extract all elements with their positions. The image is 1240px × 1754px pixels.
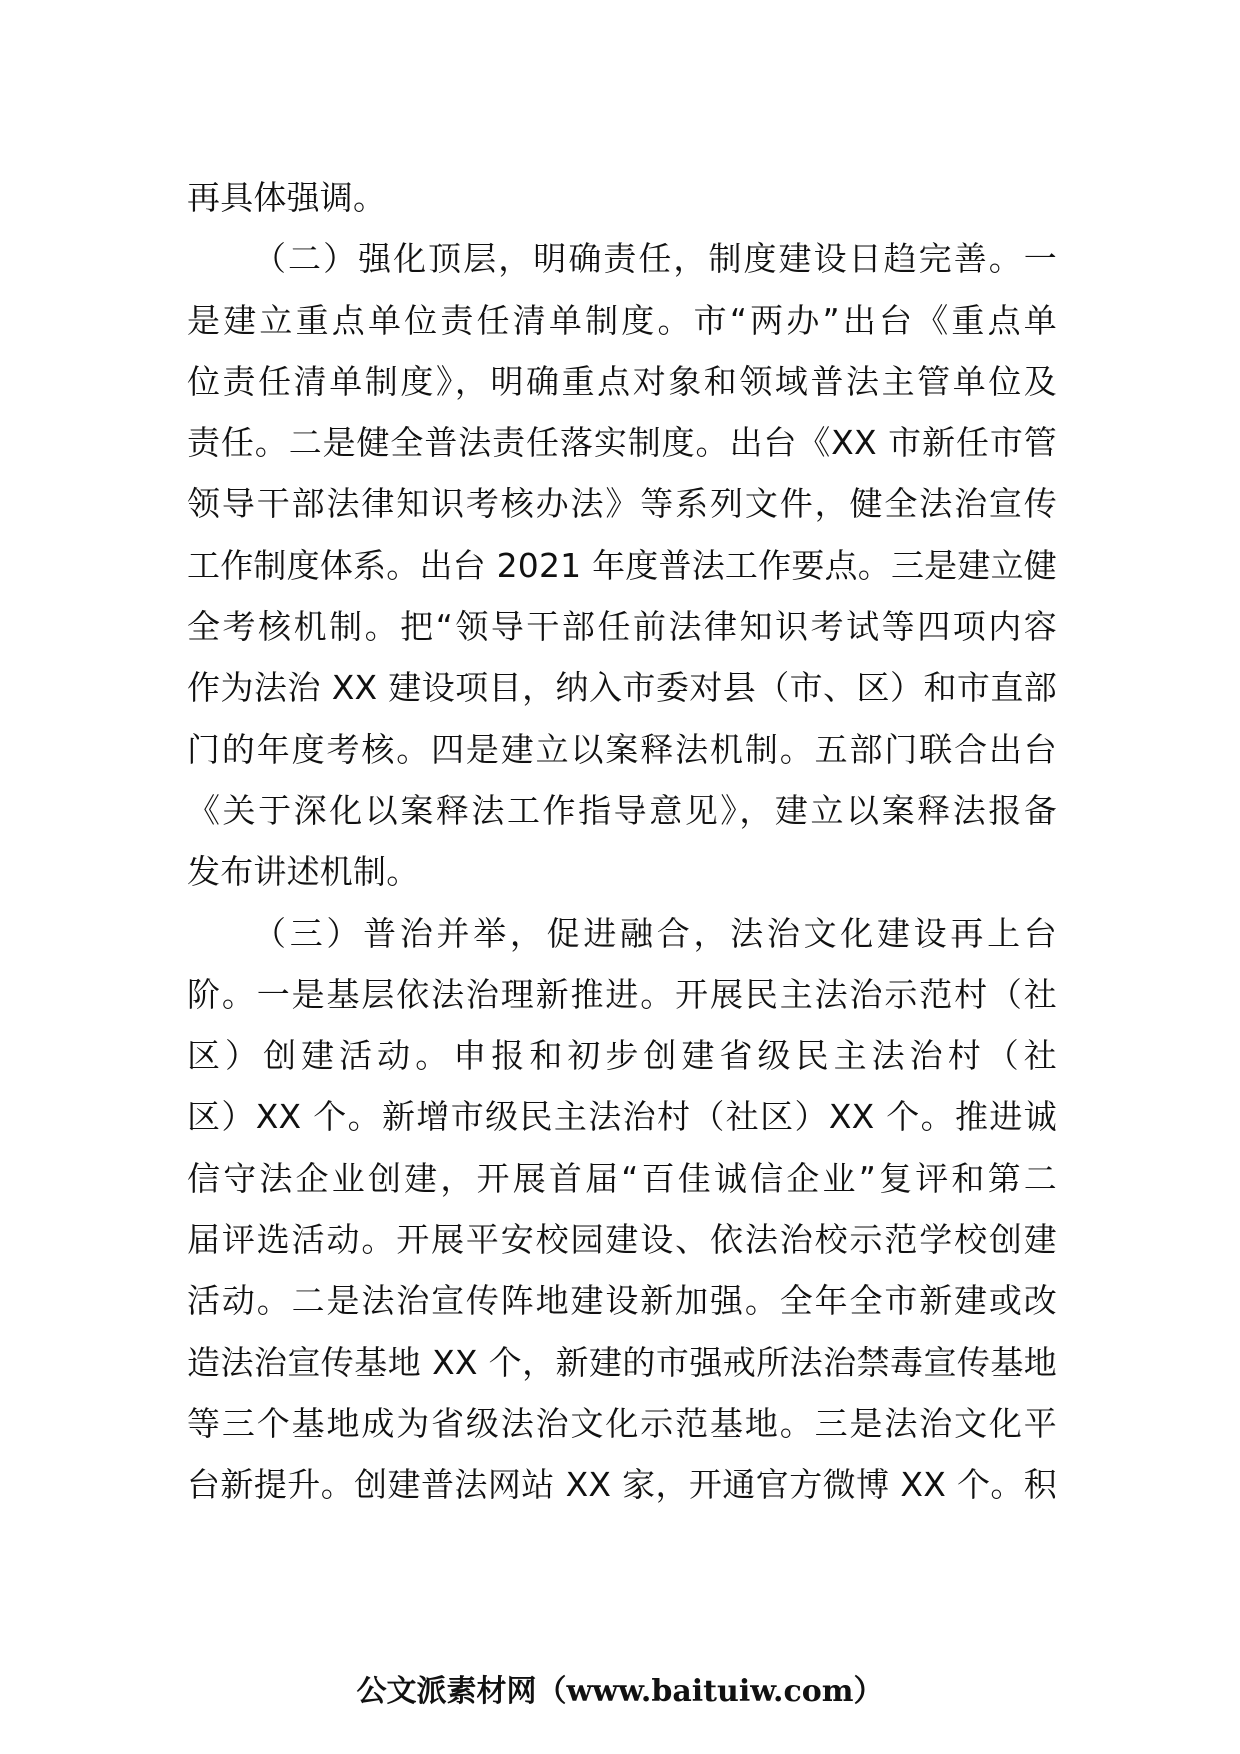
- text-line: 是建立重点单位责任清单制度。市“两办”出台《重点单: [187, 300, 1057, 340]
- text-line: 作为法治 XX 建设项目，纳入市委对县（市、区）和市直部: [187, 668, 1057, 708]
- text-line: 区）XX 个。新增市级民主法治村（社区）XX 个。推进诚: [187, 1097, 1057, 1137]
- text-line: 全考核机制。把“领导干部任前法律知识考试等四项内容: [187, 607, 1057, 647]
- text-line: 等三个基地成为省级法治文化示范基地。三是法治文化平: [187, 1403, 1057, 1443]
- text-line: 台新提升。创建普法网站 XX 家，开通官方微博 XX 个。积: [187, 1465, 1057, 1505]
- footer-watermark-text: 公文派素材网（www.baituiw.com）: [356, 1674, 884, 1709]
- paragraph-heading-line: （三）普治并举，促进融合，法治文化建设再上台: [253, 913, 1057, 953]
- text-line: 位责任清单制度》，明确重点对象和领域普法主管单位及: [187, 361, 1057, 401]
- text-line: 届评选活动。开展平安校园建设、依法治校示范学校创建: [187, 1220, 1057, 1260]
- text-line: 门的年度考核。四是建立以案释法机制。五部门联合出台: [187, 729, 1057, 769]
- text-line: 发布讲述机制。: [187, 852, 420, 892]
- document-body: [187, 167, 1057, 1516]
- text-line: 领导干部法律知识考核办法》等系列文件，健全法治宣传: [187, 484, 1057, 524]
- text-line: 活动。二是法治宣传阵地建设新加强。全年全市新建或改: [187, 1281, 1057, 1321]
- paragraph-heading-line: （二）强化顶层，明确责任，制度建设日趋完善。一: [253, 239, 1057, 279]
- text-line: 责任。二是健全普法责任落实制度。出台《XX 市新任市管: [187, 423, 1057, 463]
- text-line: 造法治宣传基地 XX 个，新建的市强戒所法治禁毒宣传基地: [187, 1342, 1057, 1382]
- text-line: 阶。一是基层依法治理新推进。开展民主法治示范村（社: [187, 974, 1057, 1014]
- text-line: 信守法企业创建，开展首届“百佳诚信企业”复评和第二: [187, 1158, 1057, 1198]
- text-line: 区）创建活动。申报和初步创建省级民主法治村（社: [187, 1036, 1057, 1076]
- text-line: 《关于深化以案释法工作指导意见》，建立以案释法报备: [187, 790, 1057, 830]
- text-line: 再具体强调。: [187, 178, 387, 217]
- text-line: 工作制度体系。出台 2021 年度普法工作要点。三是建立健: [187, 545, 1057, 585]
